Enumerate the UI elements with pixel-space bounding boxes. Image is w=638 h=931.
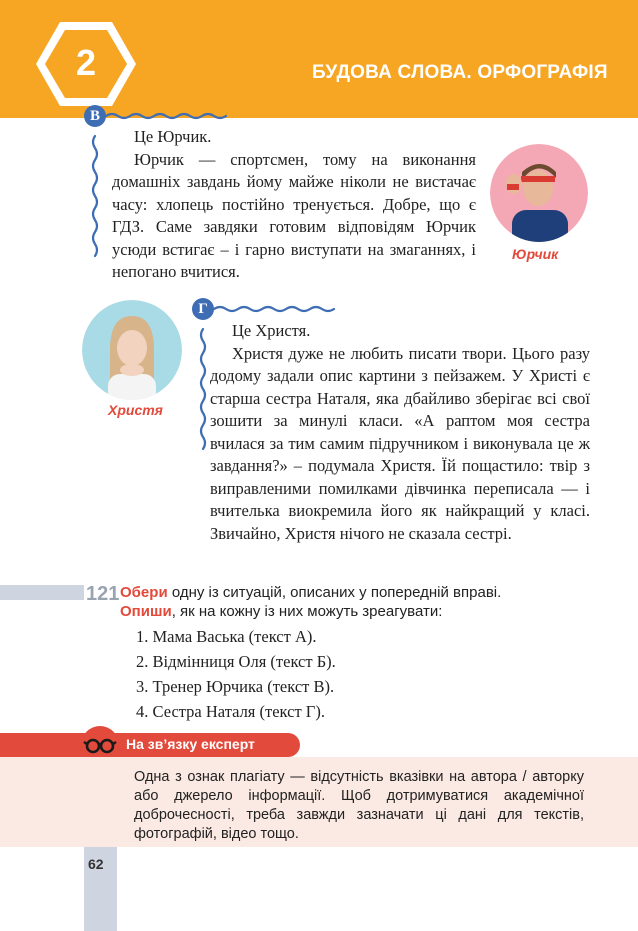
exercise-text-2: , як на кожну із них можуть зреагувати: [171,603,443,620]
yurchyk-caption: Юрчик [512,246,559,262]
section-marker-g: Г [192,298,214,320]
chapter-number: 2 [75,42,97,83]
section-g-title: Це Христя. [232,321,311,340]
expert-label: На зв’язку експерт [126,736,255,752]
khrystia-portrait [82,300,182,400]
list-item: 4. Сестра Наталя (текст Г). [136,702,325,721]
section-marker-v: В [84,105,106,127]
expert-text: Одна з ознак плагіату — відсутність вказівки на автора / авторку або джерело інформації. Щоб дотримуватися академічної доброчесності, треба завжди зазначати ці дані для текстів, фотографій, відео тощо. [134,769,584,842]
list-item: 1. Мама Васька (текст А). [136,627,317,646]
exercise-text-1: одну із ситуацій, описаних у попередній вправі. [167,584,502,601]
exercise-verb-describe: Опиши [120,603,172,620]
yurchyk-portrait [490,144,588,242]
exercise-band [0,585,84,600]
exercise-verb-choose: Обери [120,584,168,601]
section-v-body: Юрчик — спортсмен, тому на виконання домашніх завдань йому майже ніколи не вистачає часу: хлопець постійно тренується. Добре, що є ГДЗ. Саме завдяки готовим відповідям Юрчик усюди встигає – і гарно виступати на змаганнях, і непогано вчитися. [112,149,476,281]
exercise-list [136,624,336,724]
section-v-title: Це Юрчик. [134,127,212,146]
exercise-number: 121 [86,583,120,605]
chapter-title: БУДОВА СЛОВА. ОРФОГРАФІЯ [312,62,608,83]
page-number: 62 [88,856,104,872]
section-v-text [112,126,476,284]
list-item: 3. Тренер Юрчика (текст В). [136,677,335,696]
section-g-text [210,320,590,545]
section-g-body: Христя дуже не любить писати твори. Цього разу додому задали опис картини з пейзажем. У Христі є старша сестра Наталя, яка дбайливо зберігає всі свої зошити за минулі класи. «А раптом моя сестра вчилася за тим самим підручником і виконувала це ж завдання?» – подумала Христя. Їй пощастило: твір з виправленими помилками дівчинка переписала — і вчителька виокремила його як найкращий у класі. Звичайно, Христя нічого не сказала сестрі. [210,343,590,543]
khrystia-caption: Христя [108,402,163,418]
list-item: 2. Відмінниця Оля (текст Б). [136,652,336,671]
exercise-instructions [120,583,590,621]
